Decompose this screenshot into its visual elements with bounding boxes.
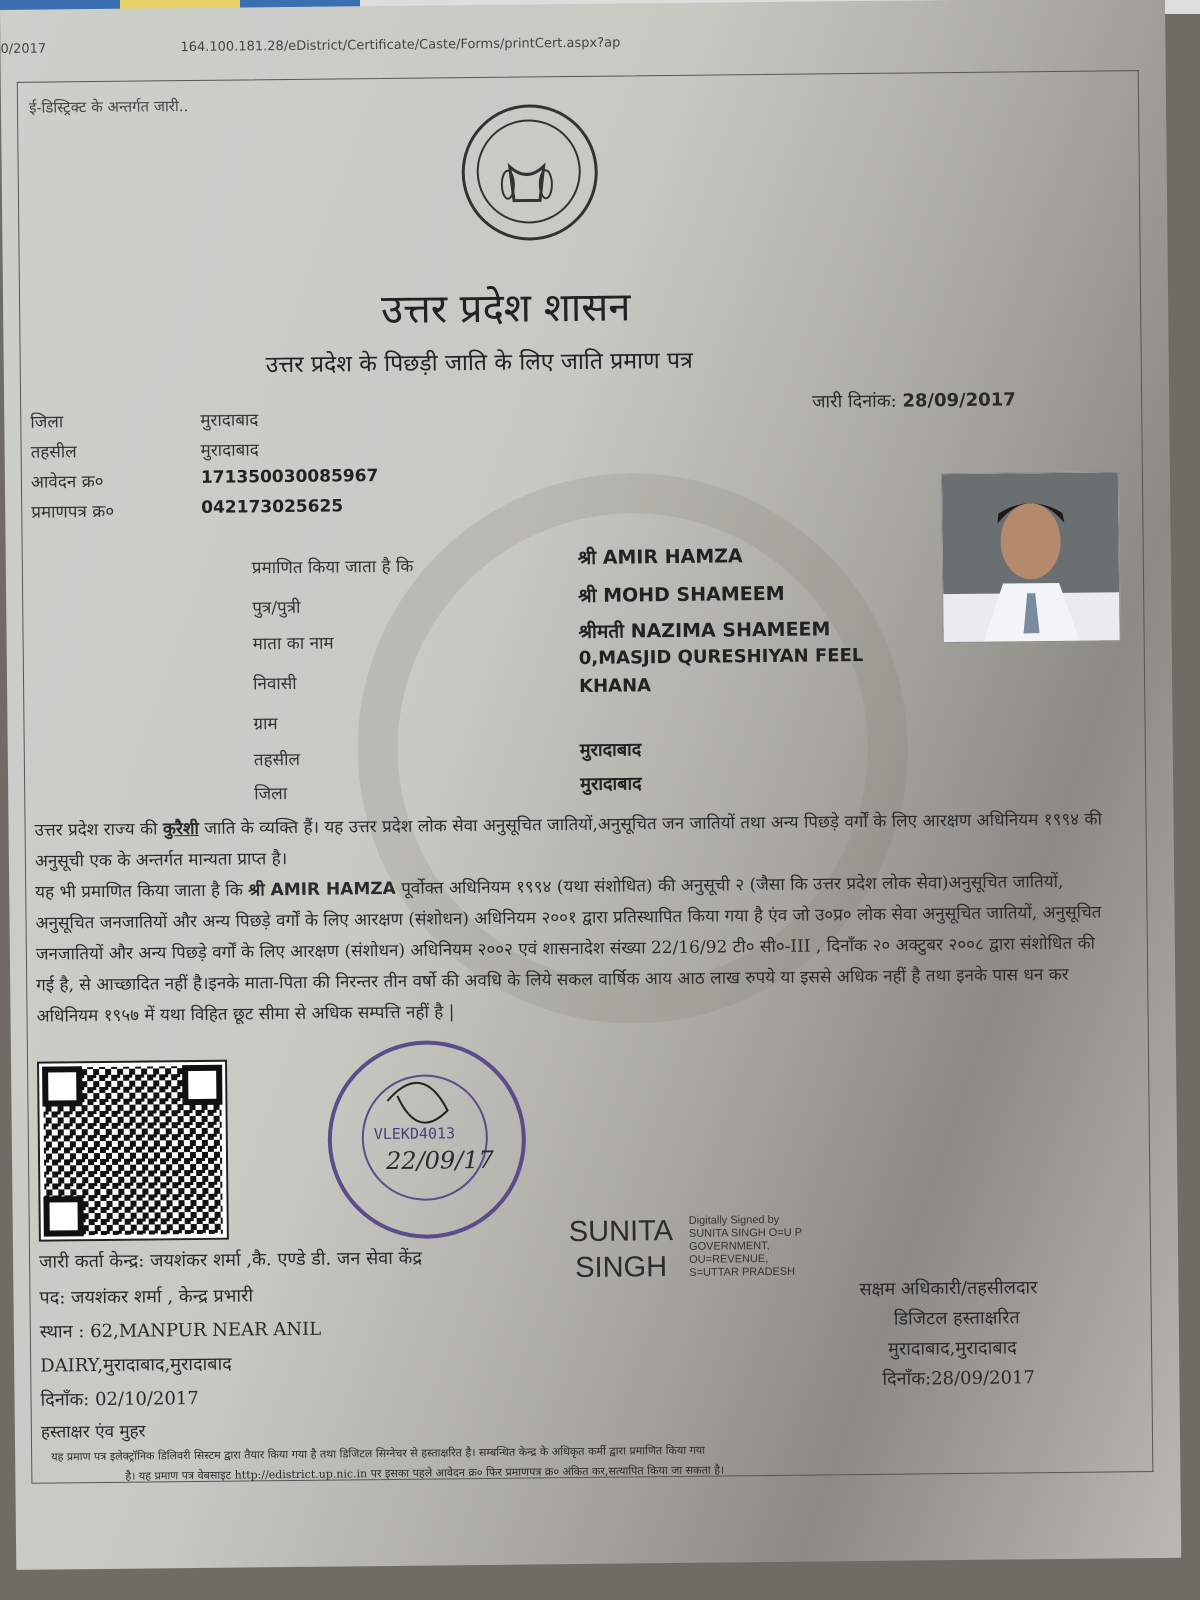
certified-label: प्रमाणित किया जाता है कि (251, 556, 414, 579)
issue-date-label: जारी दिनांक: (812, 390, 897, 413)
certificate-title: उत्तर प्रदेश शासन (380, 284, 631, 334)
tehsil-value: मुरादाबाद (579, 739, 642, 761)
mother-name: श्रीमती NAZIMA SHAMEEM (578, 618, 831, 643)
footer-line-2: है। यह प्रमाण पत्र वेबसाइट http://edistrict.up.nic.in पर इसका पहले आवेदन क्र० फिर प्रमाणपत्र क्र० अंकित कर,सत्यापित किया जा सकता है। (125, 1463, 725, 1483)
mother-label: माता का नाम (252, 633, 334, 655)
father-name: श्री MOHD SHAMEEM (578, 582, 785, 607)
stamp-code: VLEKD4013 (373, 1124, 456, 1144)
meta-application-number: 171350030085967 (200, 466, 379, 488)
print-date: 0/2017 (0, 41, 47, 57)
print-url: 164.100.181.28/eDistrict/Certificate/Caste/Forms/printCert.aspx?ap (180, 35, 621, 56)
issuer-date: दिनाँक: 02/10/2017 (40, 1387, 199, 1411)
issuer-center: जारी कर्ता केन्द्र: जयशंकर शर्मा ,कै. एण्डे डी. जन सेवा केंद्र (39, 1247, 423, 1273)
meta-tehsil-value: मुरादाबाद (200, 440, 259, 461)
qr-code-icon (37, 1060, 229, 1242)
up-emblem-icon (461, 104, 598, 241)
authority-date: दिनाँक:28/09/2017 (882, 1367, 1036, 1390)
authority-line-3: मुरादाबाद,मुरादाबाद (887, 1337, 1017, 1360)
applicant-photo (941, 471, 1121, 643)
address-line-1: 0,MASJID QURESHIYAN FEEL (578, 644, 864, 669)
district-label: जिला (254, 784, 288, 805)
caste-paragraph: उत्तर प्रदेश राज्य की कुरैशी जाति के व्यक्ति हैं। यह उत्तर प्रदेश लोक सेवा अनुसूचित जातियों,अनुसूचित जन जातियों तथा अन्य पिछड़े वर्गों के लिए आरक्षण अधिनियम १९९४ की अनुसूची एक के अन्तर्गत मान्यता प्राप्त है। (34, 809, 1103, 872)
meta-tehsil-label: तहसील (30, 442, 77, 463)
certificate-subtitle: उत्तर प्रदेश के पिछड़ी जाति के लिए जाति प्रमाण पत्र (265, 347, 693, 379)
district-value: मुरादाबाद (580, 773, 642, 795)
applicant-name: श्री AMIR HAMZA (577, 545, 743, 569)
meta-district-label: जिला (30, 412, 64, 433)
footer-line-1: यह प्रमाण पत्र इलेक्ट्रॉनिक डिलिवरी सिस्टम द्वारा तैयार किया गया है तथा डिजिटल सिग्नेचर से हस्ताक्षरित है। सम्बन्धित केन्द्र के अधिकृत कर्मी द्वारा प्रमाणित किया गया (51, 1443, 706, 1464)
address-line-2: KHANA (579, 675, 652, 697)
meta-district-value: मुरादाबाद (200, 410, 259, 431)
caste-name: कुरैशी (162, 818, 199, 840)
issue-date-value: 28/09/2017 (902, 389, 1016, 412)
income-paragraph: यह भी प्रमाणित किया जाता है कि श्री AMIR HAMZA पूर्वोक्त अधिनियम १९९४ (यथा संशोधित) की अनुसूची २ (जैसा कि उत्तर प्रदेश लोक सेवा)अनुसूचित जातियों, अनुसूचित जनजातियों और अन्य पिछड़े वर्गों के लिए आरक्षण (संशोधन) अधिनियम २००१ द्वारा प्रतिस्थापित किया गया है एंव जो उ०प्र० लोक सेवा अनुसूचित जातियों, अनुसूचित जनजातियों और अन्य पिछड़े वर्गों के लिए आरक्षण (संशोधन) अधिनियम २००२ एवं शासनादेश संख्या 22/16/92 टी० सी०-III , दिनाँक २० अक्टुबर २००८ द्वारा संशोधित की गई है, से आच्छादित नहीं है।इनके माता-पिता की निरन्तर तीन वर्षो की अवधि के लिये सकल वार्षिक आय आठ लाख रुपये या इससे अधिक नहीं है तथा इनके पास धन कर अधिनियम १९५७ में यथा विहित छूट सीमा से अधिक सम्पत्ति नहीं है | (35, 871, 1102, 1027)
meta-application-label: आवेदन क्र० (30, 471, 104, 493)
issue-date (812, 387, 1016, 413)
resident-label: निवासी (252, 673, 297, 695)
meta-certificate-label: प्रमाणपत्र क्र० (31, 501, 115, 523)
digital-sign-details: Digitally Signed by SUNITA SINGH O=U P GOVERNMENT, OU=REVENUE, S=UTTAR PRADESH (688, 1213, 803, 1279)
csc-stamp-icon (327, 1040, 527, 1240)
digital-sign-name-1: SUNITA (568, 1215, 674, 1249)
issuer-place-2: DAIRY,मुरादाबाद,मुरादाबाद (40, 1353, 232, 1377)
paragraph-applicant-name: श्री AMIR HAMZA (248, 878, 396, 901)
authority-line-2: डिजिटल हस्ताक्षरित (893, 1307, 1020, 1330)
stamp-handwritten-date: 22/09/17 (385, 1145, 495, 1176)
issuer-sign-label: हस्ताक्षर एंव मुहर (40, 1421, 146, 1443)
son-daughter-label: पुत्र/पुत्री (252, 597, 301, 619)
tehsil-label: तहसील (253, 749, 301, 771)
authority-line-1: सक्षम अधिकारी/तहसीलदार (859, 1277, 1038, 1301)
issuer-post: पद: जयशंकर शर्मा , केन्द्र प्रभारी (39, 1285, 254, 1309)
village-label: ग्राम (253, 714, 278, 735)
digital-sign-name-2: SINGH (575, 1251, 668, 1285)
issued-note: ई-डिस्ट्रिक्ट के अन्तर्गत जारी.. (28, 97, 189, 117)
meta-certificate-number: 042173025625 (201, 496, 344, 518)
issuer-place-1: स्थान : 62,MANPUR NEAR ANIL (39, 1318, 322, 1343)
